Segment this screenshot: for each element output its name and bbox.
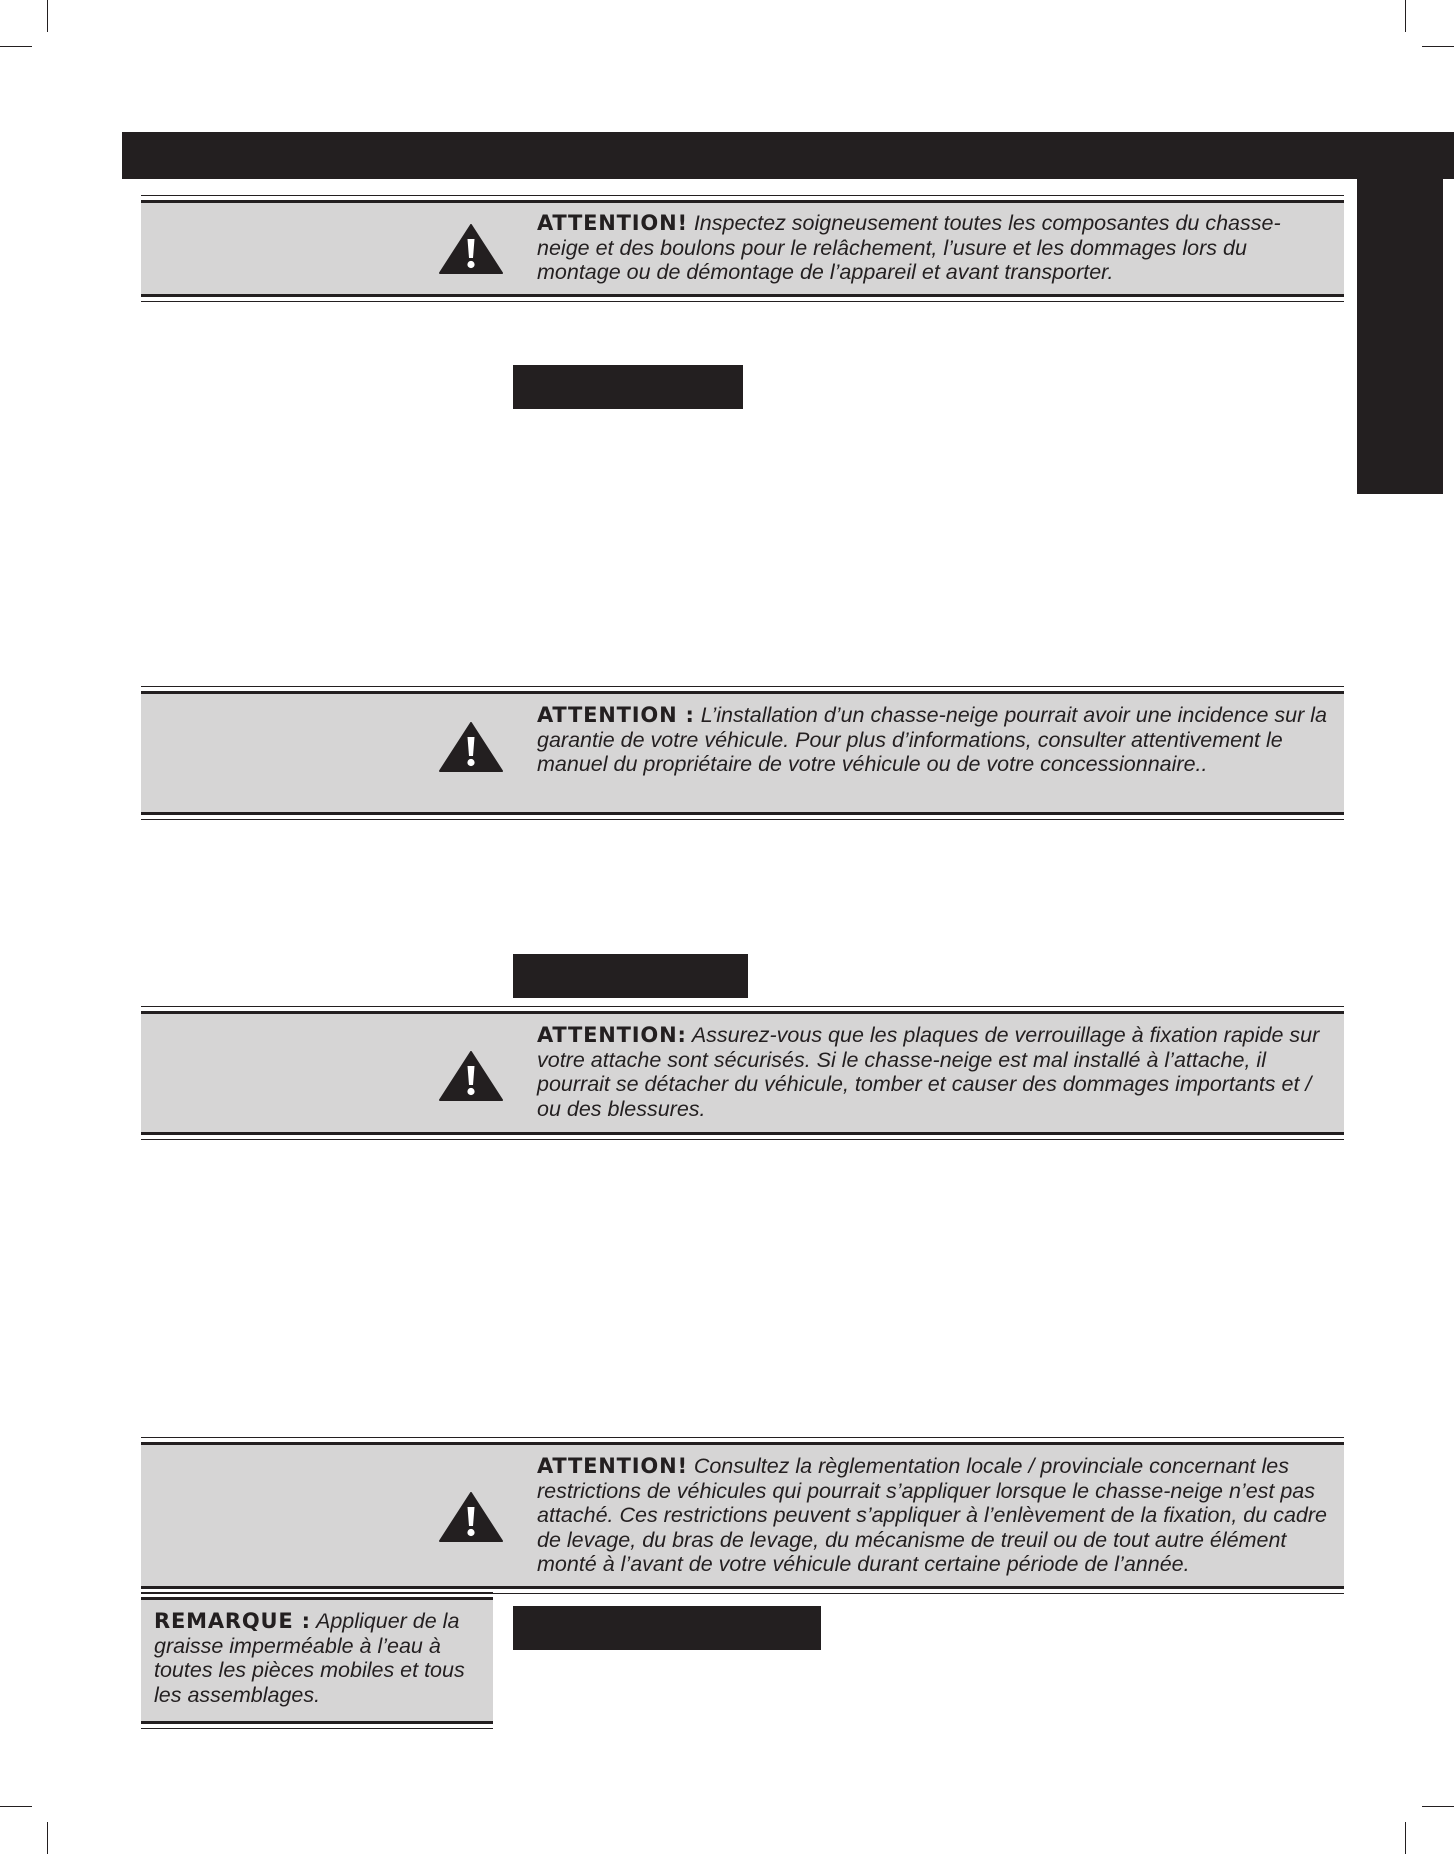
warning-text <box>537 1454 1330 1577</box>
warning-body: L’installation d’un chasse-neige pourrait avoir une incidence sur la garantie de votre véhicule. Pour plus d’informations, consulter attentivement le manuel du propriétaire de votre véhicule ou de votre concessionnaire.. <box>537 703 1328 776</box>
warning-box <box>141 1011 1344 1135</box>
note-label: REMARQUE : <box>154 1609 311 1633</box>
warning-text <box>537 211 1330 285</box>
warning-text <box>537 703 1330 777</box>
section-heading-block <box>513 954 748 998</box>
note-text <box>154 1609 483 1707</box>
crop-mark <box>1405 0 1406 32</box>
warning-text <box>537 1023 1330 1121</box>
warning-box <box>141 1442 1344 1589</box>
warning-body: Inspectez soigneusement toutes les composantes du chasse-neige et des boulons pour le relâchement, l’usure et les dommages lors du montage ou de démontage de l’appareil et avant transporter. <box>537 211 1281 284</box>
crop-mark <box>0 46 32 47</box>
section-heading-block <box>513 1606 821 1650</box>
warning-box <box>141 691 1344 815</box>
warning-body: Consultez la règlementation locale / provinciale concernant les restrictions de véhicules qui pourrait s’appliquer lorsque le chasse-neige n’est pas attaché. Ces restrictions peuvent s’appliquer à l’enlèvement de la fixation, du cadre de levage, du bras de levage, du mécanisme de treuil ou de tout autre élément monté à l’avant de votre véhicule durant certaine période de l’année. <box>537 1454 1327 1576</box>
crop-mark <box>1422 1806 1454 1807</box>
crop-mark <box>47 1822 48 1854</box>
side-tab <box>1357 179 1443 494</box>
crop-mark <box>1405 1822 1406 1854</box>
warning-label: ATTENTION! <box>537 211 688 235</box>
section-heading-block <box>513 365 743 409</box>
warning-label: ATTENTION: <box>537 1023 687 1047</box>
warning-body: Assurez-vous que les plaques de verrouillage à fixation rapide sur votre attache sont sécurisés. Si le chasse-neige est mal installé à l’attache, il pourrait se détacher du véhicule, tomber et causer des dommages importants et / ou des blessures. <box>537 1023 1320 1121</box>
crop-mark <box>0 1806 32 1807</box>
warning-label: ATTENTION : <box>537 703 695 727</box>
warning-triangle-icon <box>439 722 503 772</box>
note-box <box>141 1597 493 1724</box>
crop-mark <box>47 0 48 32</box>
warning-triangle-icon <box>439 224 503 274</box>
warning-label: ATTENTION! <box>537 1454 688 1478</box>
header-bar <box>122 132 1454 179</box>
warning-box <box>141 200 1344 297</box>
warning-triangle-icon <box>439 1051 503 1101</box>
note-body: Appliquer de la graisse imperméable à l’eau à toutes les pièces mobiles et tous les assemblages. <box>154 1609 465 1707</box>
crop-mark <box>1422 46 1454 47</box>
warning-triangle-icon <box>439 1492 503 1542</box>
